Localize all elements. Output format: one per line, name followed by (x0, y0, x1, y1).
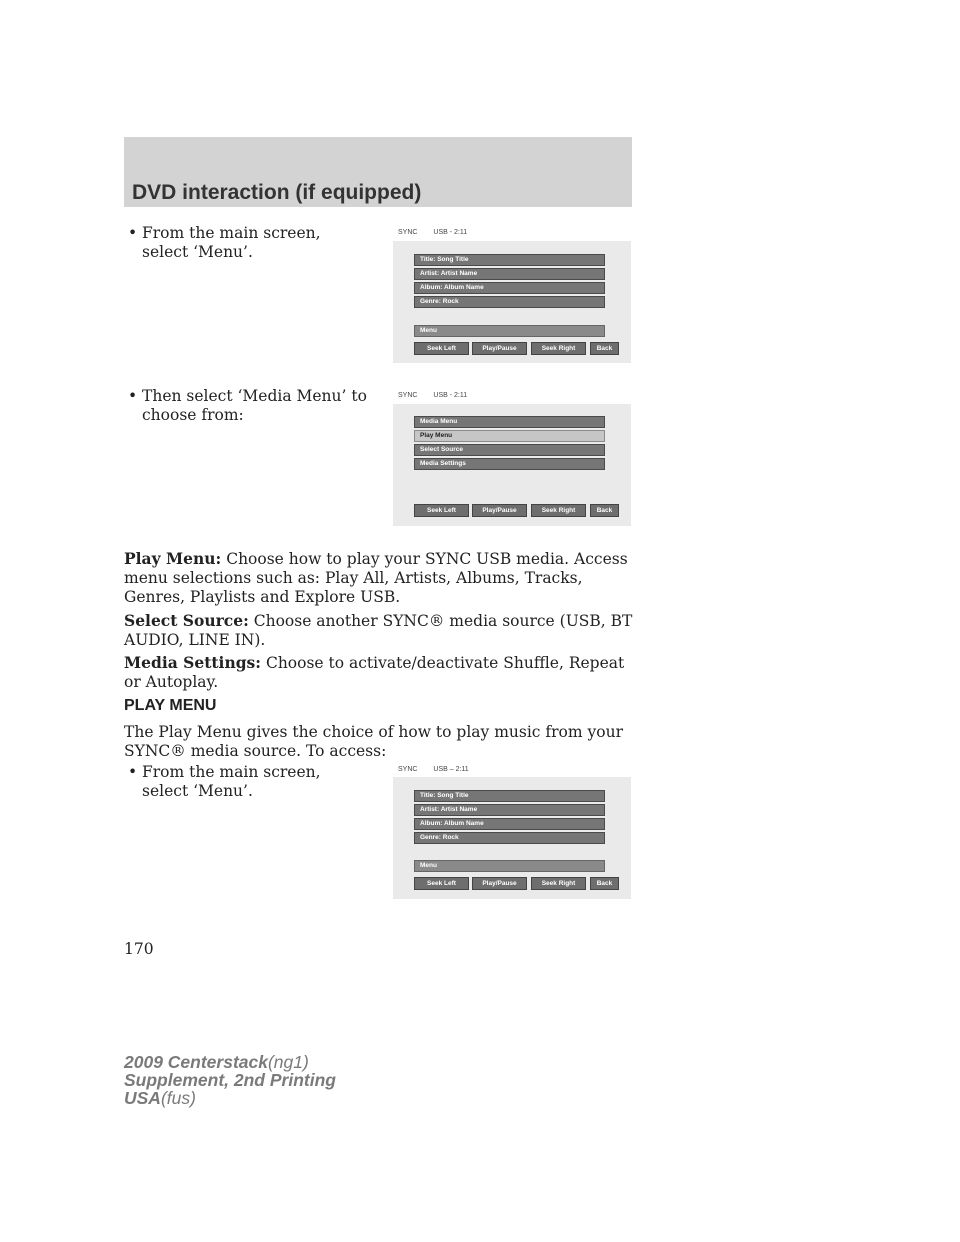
transport-button-row (414, 342, 619, 355)
info-row-artist[interactable]: Artist: Artist Name (414, 268, 605, 280)
seek-right-button[interactable]: Seek Right (531, 877, 586, 890)
sync-screen-media-menu (393, 404, 631, 526)
seek-left-button[interactable]: Seek Left (414, 504, 469, 517)
bullet-text: From the main screen, select ‘Menu’. (142, 763, 321, 800)
media-settings-paragraph (124, 653, 644, 692)
screen2-status-bar (398, 392, 481, 399)
bullet-select-menu (128, 224, 368, 262)
menu-button[interactable]: Menu (414, 325, 605, 337)
screen1-status-bar (398, 229, 481, 236)
footer-line-2: Supplement, 2nd Printing (124, 1070, 336, 1090)
footer-line-1 (124, 1053, 336, 1071)
document-footer (124, 1053, 336, 1107)
status-source: SYNC (398, 766, 418, 773)
transport-button-row (414, 877, 619, 890)
footer-code: (ng1) (267, 1052, 309, 1072)
term-label: Select Source: (124, 611, 249, 630)
sync-screen-main-2 (393, 777, 631, 899)
bullet-text: From the main screen, select ‘Menu’. (142, 224, 321, 261)
back-button[interactable]: Back (590, 877, 619, 890)
transport-button-row (414, 504, 619, 517)
seek-right-button[interactable]: Seek Right (531, 342, 586, 355)
info-row-genre[interactable]: Genre: Rock (414, 296, 605, 308)
bullet-text: Then select ‘Media Menu’ to choose from: (142, 387, 367, 424)
bullet-dot: • (128, 763, 138, 781)
seek-left-button[interactable]: Seek Left (414, 877, 469, 890)
term-label: Media Settings: (124, 653, 262, 672)
footer-market-code: (fus) (160, 1088, 196, 1108)
select-source-paragraph (124, 611, 644, 650)
intro-paragraph: The Play Menu gives the choice of how to play music from your SYNC® media source. To access: (124, 723, 623, 760)
info-row-album[interactable]: Album: Album Name (414, 282, 605, 294)
term-description: Choose another SYNC® media source (USB, BT AUDIO, LINE IN). (124, 612, 633, 649)
bullet-dot: • (128, 387, 138, 405)
term-description: Choose how to play your SYNC USB media. Access menu selections such as: Play All, Artists, Albums, Tracks, Genres, Playlists and Explore USB. (124, 550, 628, 606)
info-row-title[interactable]: Title: Song Title (414, 254, 605, 266)
select-source-row[interactable]: Select Source (414, 444, 605, 456)
status-source: SYNC (398, 392, 418, 399)
media-settings-row[interactable]: Media Settings (414, 458, 605, 470)
info-row-album[interactable]: Album: Album Name (414, 818, 605, 830)
screen3-status-bar (398, 766, 483, 773)
seek-left-button[interactable]: Seek Left (414, 342, 469, 355)
play-pause-button[interactable]: Play/Pause (472, 877, 527, 890)
menu-button[interactable]: Menu (414, 860, 605, 872)
status-track-time: USB - 2:11 (433, 392, 468, 399)
status-source: SYNC (398, 229, 418, 236)
bullet-select-media-menu (128, 387, 368, 425)
media-menu-row[interactable]: Media Menu (414, 416, 605, 428)
seek-right-button[interactable]: Seek Right (531, 504, 586, 517)
section-header-band (124, 137, 632, 207)
info-row-artist[interactable]: Artist: Artist Name (414, 804, 605, 816)
footer-edition: 2009 Centerstack (124, 1052, 268, 1072)
section-title: DVD interaction (if equipped) (132, 181, 422, 204)
term-label: Play Menu: (124, 549, 222, 568)
back-button[interactable]: Back (590, 504, 619, 517)
term-description: Choose to activate/deactivate Shuffle, Repeat or Autoplay. (124, 654, 625, 691)
bullet-select-menu-2 (128, 763, 368, 801)
play-menu-row[interactable]: Play Menu (414, 430, 605, 442)
play-pause-button[interactable]: Play/Pause (472, 342, 527, 355)
footer-line-3 (124, 1089, 336, 1107)
play-menu-paragraph (124, 549, 644, 607)
sync-screen-main (393, 241, 631, 363)
page-number: 170 (124, 940, 154, 958)
status-track-time: USB - 2:11 (433, 229, 468, 236)
footer-market: USA (124, 1088, 161, 1108)
info-row-title[interactable]: Title: Song Title (414, 790, 605, 802)
back-button[interactable]: Back (590, 342, 619, 355)
bullet-dot: • (128, 224, 138, 242)
play-pause-button[interactable]: Play/Pause (472, 504, 527, 517)
section-heading: PLAY MENU (124, 697, 217, 714)
status-track-time: USB – 2:11 (433, 766, 469, 773)
info-row-genre[interactable]: Genre: Rock (414, 832, 605, 844)
